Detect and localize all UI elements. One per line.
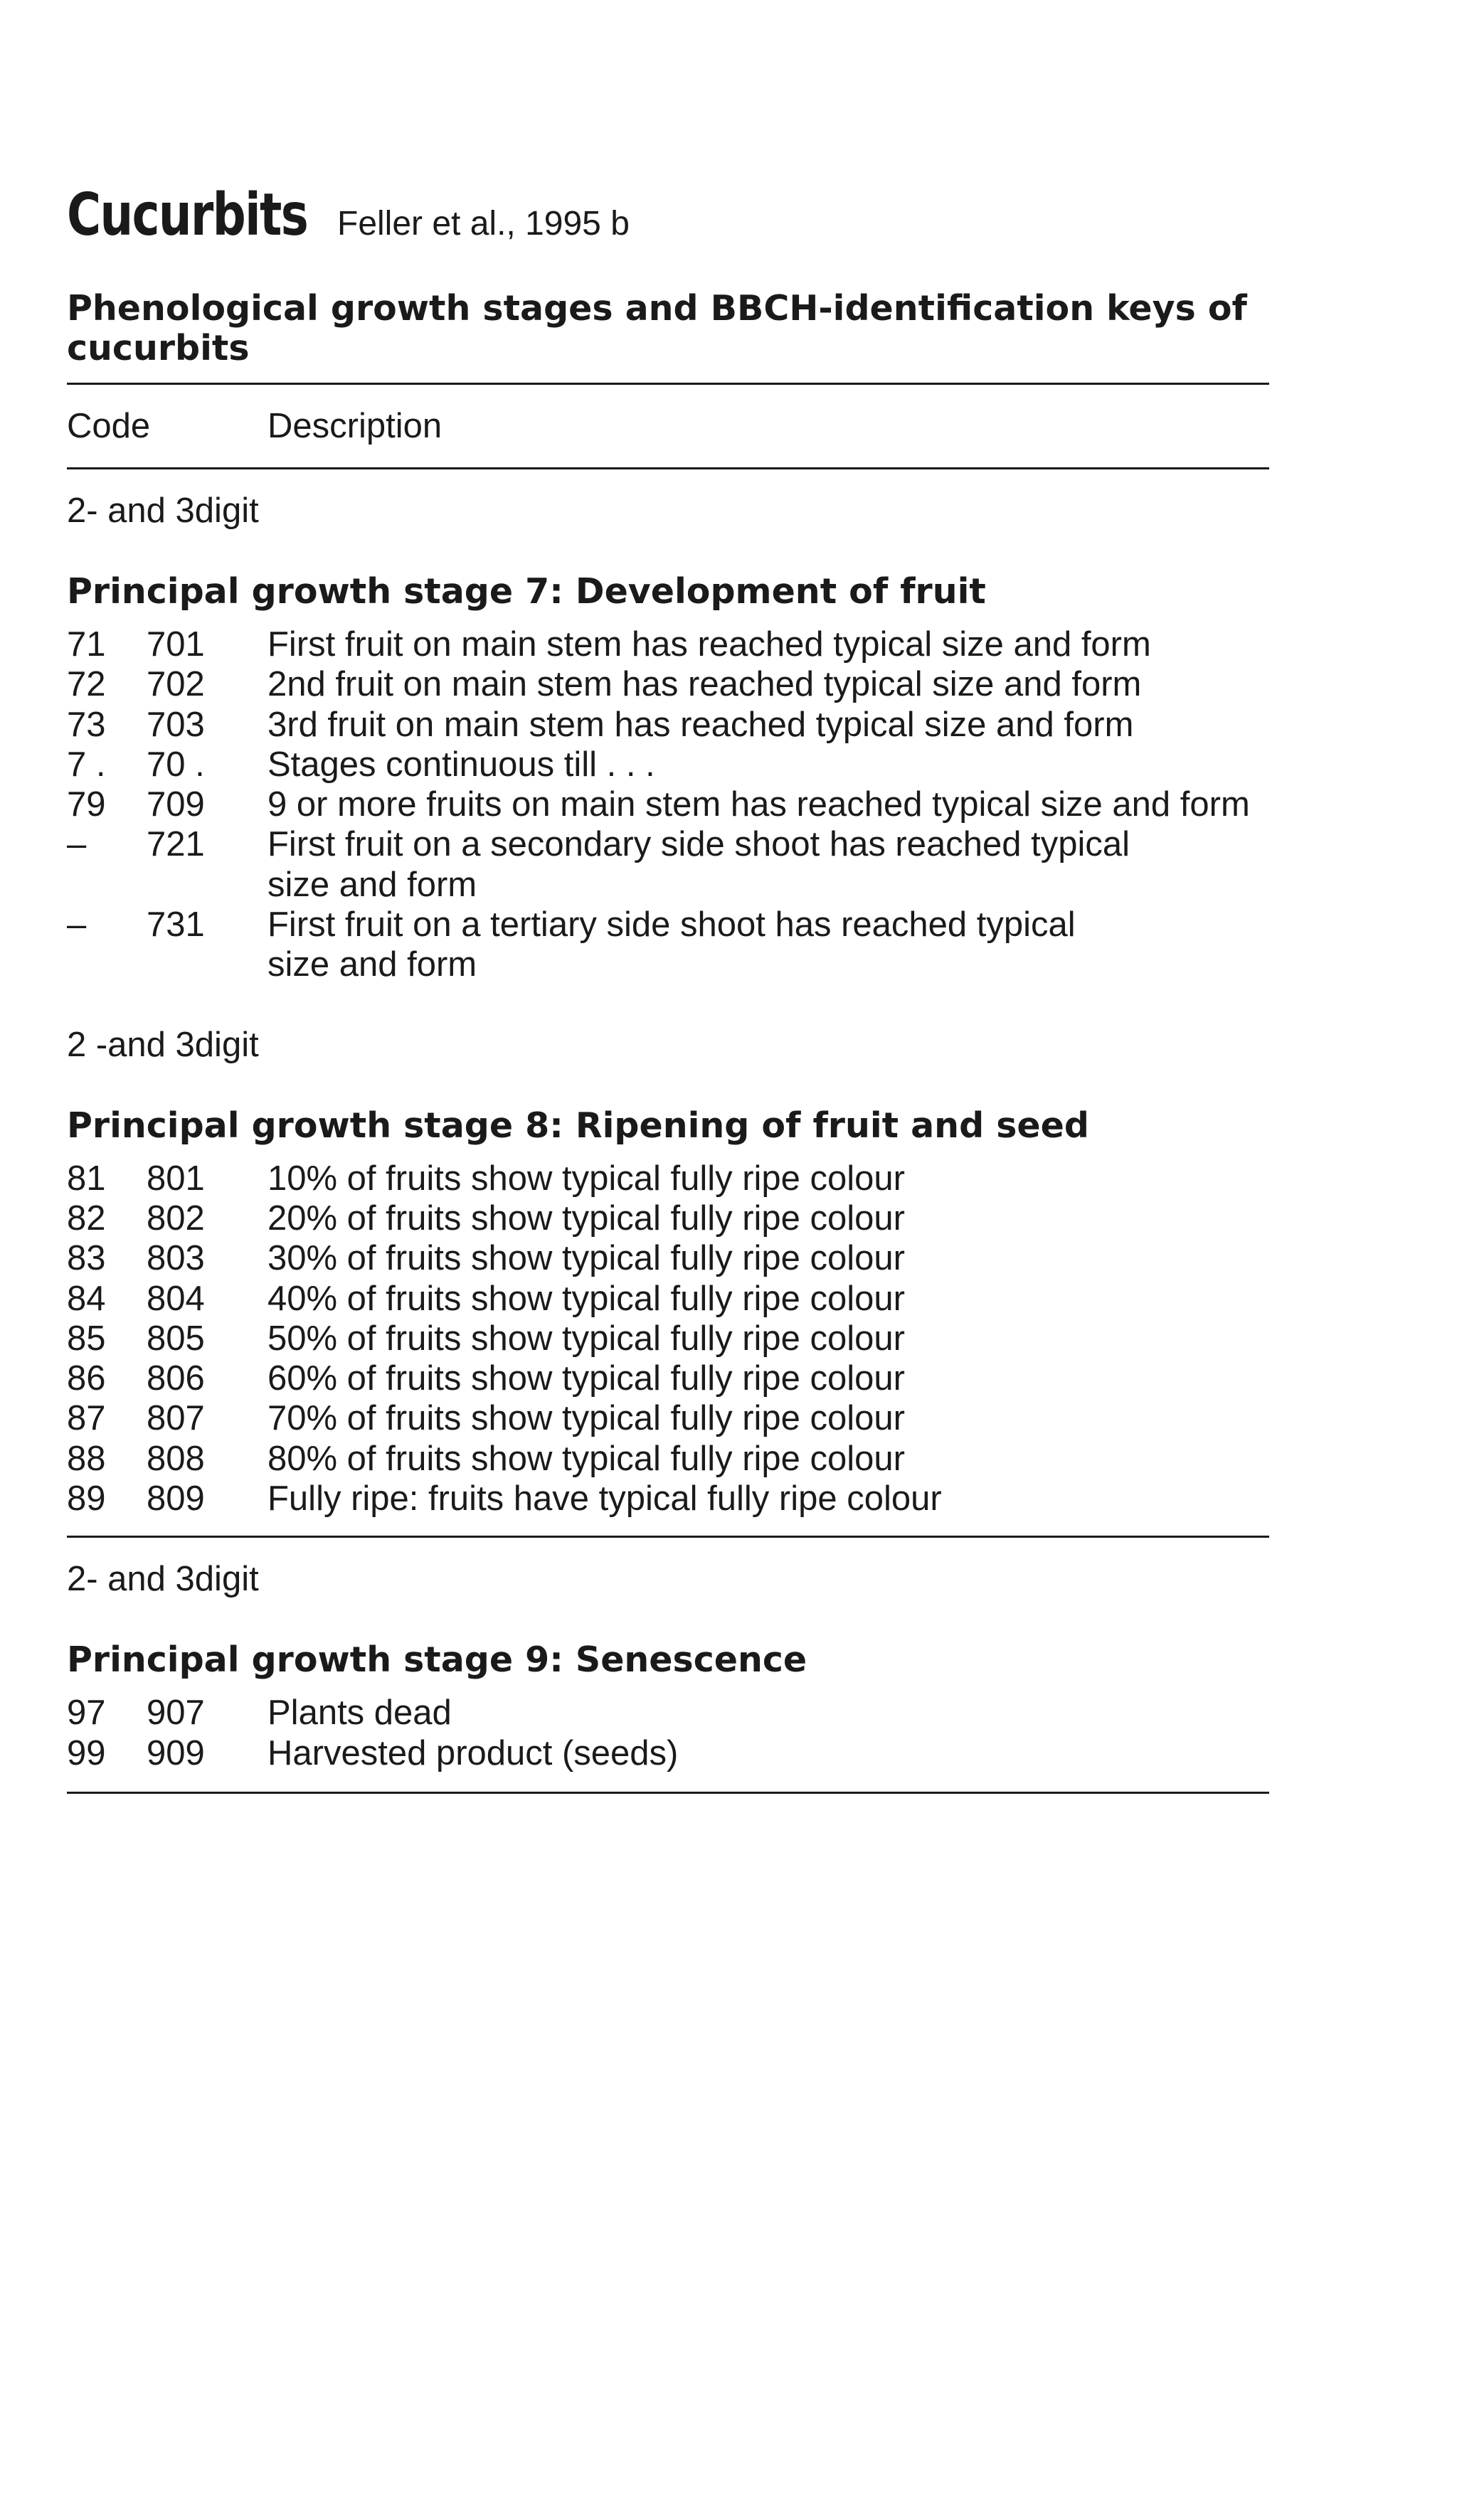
code-2digit: 73 (67, 705, 106, 744)
row-description: 10% of fruits show typical fully ripe colour (267, 1159, 905, 1198)
code-3digit: 907 (147, 1694, 205, 1733)
table-header (67, 385, 1269, 467)
table-row (67, 664, 1269, 704)
code-3digit: 809 (147, 1479, 205, 1519)
page-title: Cucurbits (67, 181, 308, 249)
code-3digit: 701 (147, 625, 205, 664)
row-description: First fruit on main stem has reached typical size and form (267, 625, 1151, 664)
code-3digit: 801 (147, 1159, 205, 1198)
code-2digit: 88 (67, 1439, 106, 1478)
code-3digit: 802 (147, 1198, 205, 1238)
document-page (67, 181, 1269, 1794)
table-row (67, 1398, 1269, 1438)
code-3digit: 709 (147, 785, 205, 824)
table-subtitle: Phenological growth stages and BBCH-identification keys of cucurbits (67, 288, 1247, 368)
code-3digit: 70 . (147, 745, 205, 784)
row-description: First fruit on a tertiary side shoot has reached typical size and form (267, 905, 1076, 984)
code-2digit: 86 (67, 1359, 106, 1398)
row-description: Harvested product (seeds) (267, 1733, 679, 1772)
table-row (67, 1693, 1269, 1733)
header-description: Description (267, 407, 443, 445)
code-3digit: 909 (147, 1733, 205, 1772)
header-bottom-rule (67, 467, 1269, 469)
code-2digit: 85 (67, 1319, 106, 1358)
stage-rows (67, 624, 1269, 985)
code-2digit: 89 (67, 1479, 106, 1519)
code-3digit: 702 (147, 665, 205, 704)
code-2digit: 81 (67, 1159, 106, 1198)
code-2digit: 97 (67, 1694, 106, 1733)
code-3digit: 807 (147, 1399, 205, 1438)
code-3digit: 731 (147, 905, 205, 945)
row-description: 80% of fruits show typical fully ripe colour (267, 1439, 905, 1478)
table-row (67, 785, 1269, 824)
table-bottom-rule (67, 1792, 1269, 1794)
row-description: 70% of fruits show typical fully ripe colour (267, 1399, 905, 1438)
table-row (67, 1198, 1269, 1238)
section-stage-7 (67, 491, 1269, 985)
code-3digit: 803 (147, 1239, 205, 1278)
stage-heading: Principal growth stage 9: Senescence (67, 1639, 807, 1681)
header-code: Code (67, 407, 151, 445)
section-stage-8 (67, 1025, 1269, 1538)
row-description: 2nd fruit on main stem has reached typical size and form (267, 665, 1142, 704)
code-2digit: 87 (67, 1399, 106, 1438)
table-row (67, 1733, 1269, 1773)
row-description: 20% of fruits show typical fully ripe colour (267, 1198, 905, 1238)
table-row (67, 1319, 1269, 1359)
code-2digit: 71 (67, 625, 106, 664)
row-description: First fruit on a secondary side shoot has reached typical size and form (267, 825, 1130, 904)
table-row (67, 1479, 1269, 1519)
table-row (67, 1238, 1269, 1278)
stage-heading: Principal growth stage 7: Development of fruit (67, 571, 986, 612)
table-row (67, 905, 1269, 985)
table-row (67, 745, 1269, 785)
table-row (67, 624, 1269, 664)
code-2digit: 99 (67, 1733, 106, 1772)
row-description: 30% of fruits show typical fully ripe colour (267, 1239, 905, 1278)
section-rule (67, 1536, 1269, 1538)
row-description: 9 or more fruits on main stem has reached typical size and form (267, 785, 1250, 824)
row-description: Plants dead (267, 1694, 452, 1733)
stage-heading: Principal growth stage 8: Ripening of fruit and seed (67, 1105, 1089, 1146)
code-2digit: 7 . (67, 745, 106, 784)
table-row (67, 1359, 1269, 1398)
row-description: 50% of fruits show typical fully ripe colour (267, 1319, 905, 1358)
section-stage-9 (67, 1559, 1269, 1794)
table-row (67, 824, 1269, 905)
code-2digit: 83 (67, 1239, 106, 1278)
code-2digit: 82 (67, 1198, 106, 1238)
code-2digit: – (67, 825, 87, 864)
code-2digit: 79 (67, 785, 106, 824)
code-3digit: 806 (147, 1359, 205, 1398)
row-description: 60% of fruits show typical fully ripe colour (267, 1359, 905, 1398)
digit-label: 2- and 3digit (67, 1560, 259, 1599)
row-description: 3rd fruit on main stem has reached typical size and form (267, 705, 1134, 744)
title-author: Feller et al., 1995 b (337, 205, 630, 243)
digit-label: 2- and 3digit (67, 491, 259, 530)
code-3digit: 721 (147, 825, 205, 864)
table-row (67, 1279, 1269, 1319)
code-3digit: 808 (147, 1439, 205, 1478)
code-3digit: 703 (147, 705, 205, 744)
row-description: Fully ripe: fruits have typical fully ripe colour (267, 1479, 942, 1519)
row-description: 40% of fruits show typical fully ripe colour (267, 1279, 905, 1318)
code-3digit: 804 (147, 1279, 205, 1318)
row-description: Stages continuous till . . . (267, 745, 655, 784)
code-2digit: – (67, 905, 87, 945)
code-2digit: 84 (67, 1279, 106, 1318)
table-row (67, 1159, 1269, 1198)
table-row (67, 705, 1269, 745)
stage-rows (67, 1693, 1269, 1773)
table-row (67, 1439, 1269, 1479)
code-3digit: 805 (147, 1319, 205, 1358)
digit-label: 2 -and 3digit (67, 1025, 259, 1064)
code-2digit: 72 (67, 665, 106, 704)
title-row (67, 181, 1269, 249)
stage-rows (67, 1159, 1269, 1519)
